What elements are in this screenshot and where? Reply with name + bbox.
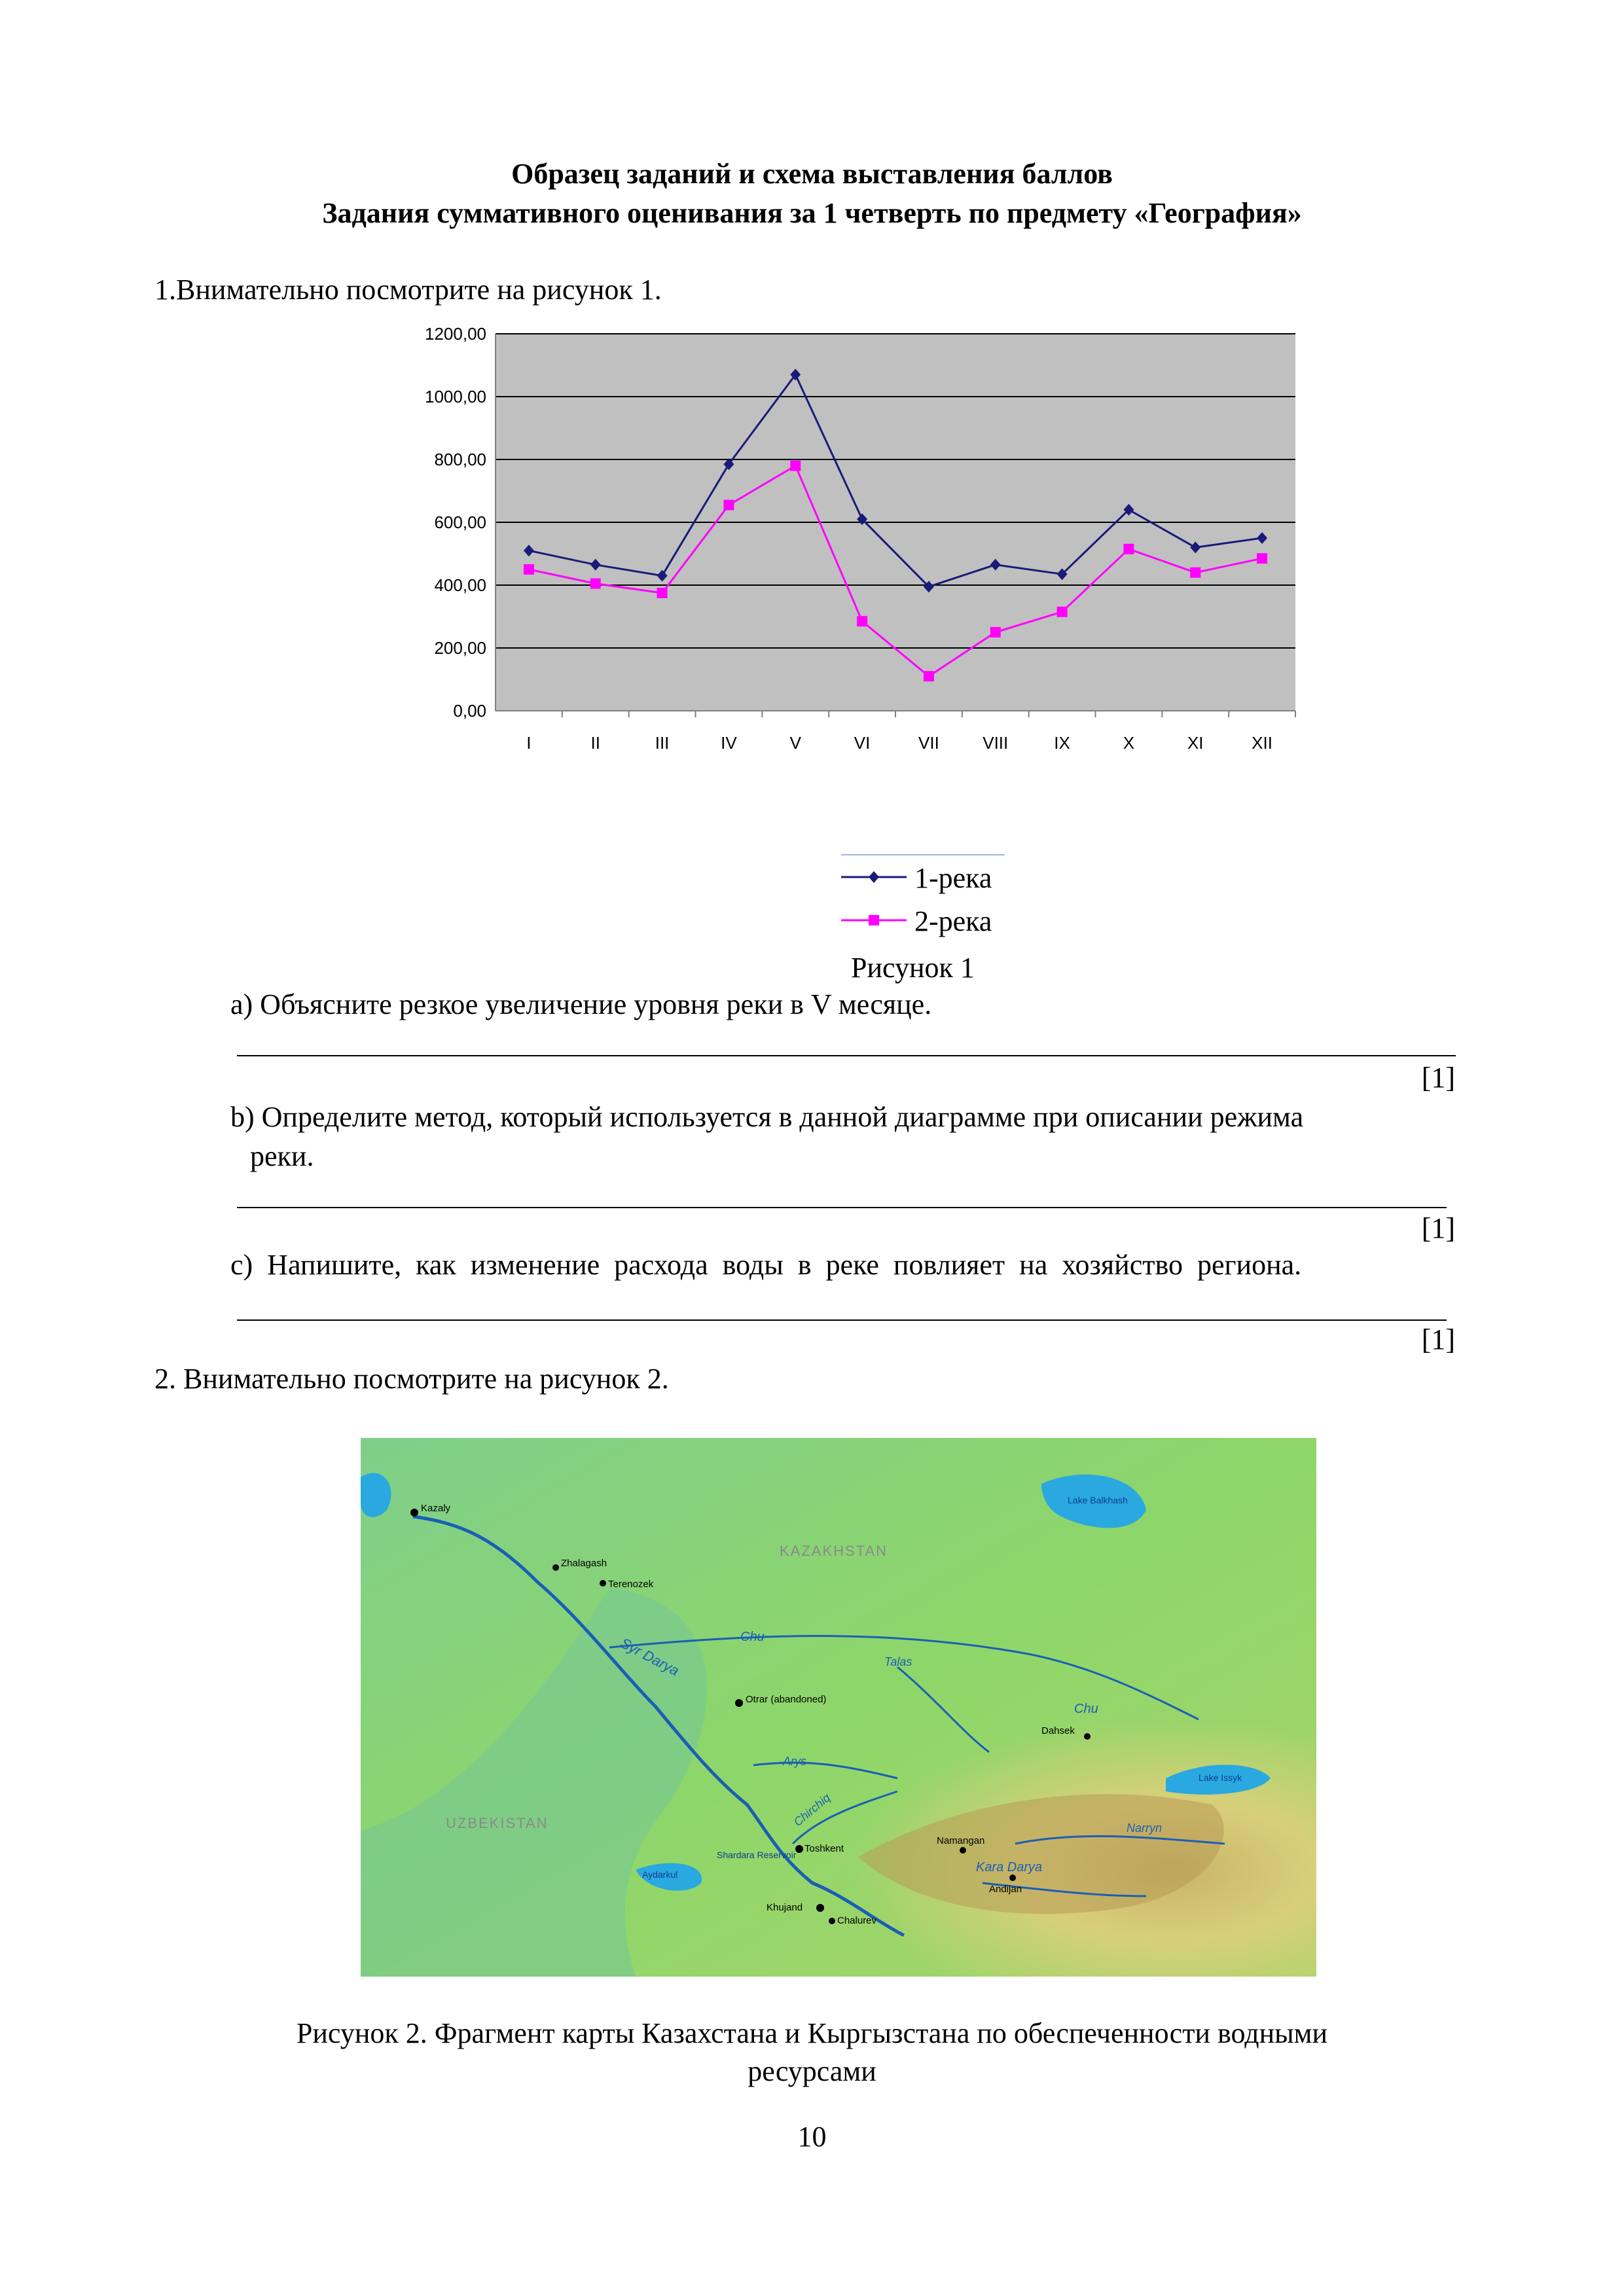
city-dot-khujand [816, 1904, 824, 1912]
map-label-namangan: Namangan [937, 1835, 985, 1846]
map-label-shardara: Shardara Reservoir [717, 1850, 797, 1860]
map-label-chu: Chu [740, 1630, 765, 1644]
x-tick-label: V [789, 733, 801, 753]
page-number: 10 [797, 2121, 827, 2153]
map-label-chalurev: Chalurev [837, 1915, 877, 1926]
city-dot-terenozek [600, 1580, 606, 1587]
map-label-narryn: Narryn [1127, 1821, 1163, 1835]
y-tick-label: 1000,00 [425, 387, 486, 406]
map-label-talas: Talas [884, 1655, 912, 1668]
map-label-aydarkul: Aydarkul [642, 1869, 678, 1880]
map-label-terenozek: Terenozek [608, 1579, 654, 1590]
map-label-arys: Arys [783, 1755, 806, 1768]
figure2-caption-line2: ресурсами [748, 2055, 876, 2087]
x-tick-label: III [655, 733, 670, 753]
data-point-series2 [790, 461, 801, 471]
y-tick-label: 1200,00 [425, 324, 486, 344]
figure1-caption: Рисунок 1 [851, 952, 975, 984]
task1-prompt: 1.Внимательно посмотрите на рисунок 1. [154, 274, 662, 306]
city-dot-toshkent [795, 1845, 803, 1853]
map-label-khujand: Khujand [767, 1902, 803, 1913]
x-tick-label: IX [1054, 733, 1070, 753]
question-a: a) Объясните резкое увеличение уровня реки в V месяце. [230, 988, 932, 1020]
map-label-uzbekistan: UZBEKISTAN [446, 1815, 549, 1831]
city-dot-andijan [1009, 1874, 1016, 1881]
map-label-chu-east: Chu [1074, 1702, 1098, 1716]
x-tick-label: VI [854, 733, 871, 753]
map-label-andijan: Andijan [989, 1884, 1022, 1895]
map-label-kazakhstan: KAZAKHSTAN [780, 1543, 888, 1559]
x-tick-label: VII [918, 733, 939, 753]
data-point-series2 [1123, 544, 1134, 554]
x-tick-label: XII [1252, 733, 1272, 753]
map-label-otrar: Otrar (abandoned) [746, 1694, 827, 1705]
score-b: [1] [1421, 1212, 1455, 1244]
map-label-chirchiq: Chirchiq [791, 1791, 833, 1829]
map-label-dahsek: Dahsek [1041, 1725, 1075, 1736]
data-point-series2 [990, 627, 1001, 637]
city-dot-otrar [735, 1699, 743, 1707]
question-b-line1: b) Определите метод, который используется в данной диаграмме при описании режима [230, 1101, 1304, 1133]
data-point-series2 [1057, 607, 1068, 617]
city-dot-kazaly [410, 1509, 418, 1516]
y-tick-label: 400,00 [434, 575, 486, 595]
map-label-syr-darya: Syr Darya [617, 1634, 682, 1679]
legend-marker [869, 871, 879, 883]
y-tick-label: 600,00 [434, 512, 486, 532]
data-point-series2 [590, 579, 601, 589]
y-tick-label: 0,00 [453, 701, 486, 721]
data-point-series2 [723, 500, 734, 511]
map-label-toshkent: Toshkent [804, 1843, 844, 1854]
answer-line-b[interactable] [237, 1207, 1447, 1208]
map-label-kara-darya: Kara Darya [976, 1860, 1043, 1874]
task2-prompt: 2. Внимательно посмотрите на рисунок 2. [154, 1363, 669, 1395]
city-dot-zhalagash [552, 1564, 559, 1571]
city-dot-namangan [960, 1847, 966, 1854]
map-label-lake-issyk: Lake Issyk [1199, 1772, 1242, 1783]
legend-label: 1-река [914, 862, 992, 894]
figure2-caption-line1: Рисунок 2. Фрагмент карты Казахстана и Кыргызстана по обеспеченности водными [296, 2017, 1328, 2049]
river-level-chart [383, 319, 1312, 948]
legend-marker [869, 915, 879, 925]
map-label-zhalagash: Zhalagash [561, 1558, 607, 1569]
x-tick-label: II [590, 733, 600, 753]
city-dot-chalurev [829, 1918, 835, 1924]
document-title: Образец заданий и схема выставления баллов [511, 158, 1113, 190]
x-tick-label: IV [721, 733, 737, 753]
x-tick-label: X [1123, 733, 1135, 753]
score-c: [1] [1421, 1323, 1455, 1355]
data-point-series2 [1257, 553, 1267, 564]
answer-line-a[interactable] [237, 1055, 1456, 1056]
question-b-line2: реки. [250, 1140, 314, 1172]
map-label-kazaly: Kazaly [421, 1503, 451, 1514]
data-point-series2 [1190, 567, 1200, 578]
y-tick-label: 800,00 [434, 450, 486, 469]
data-point-series2 [924, 671, 934, 681]
water-resources-map [361, 1438, 1316, 1977]
data-point-series2 [524, 564, 534, 575]
x-tick-label: I [526, 733, 532, 753]
y-tick-label: 200,00 [434, 638, 486, 658]
score-a: [1] [1421, 1062, 1455, 1094]
city-dot-dahsek [1084, 1733, 1091, 1740]
x-tick-label: VIII [983, 733, 1009, 753]
question-c: c) Напишите, как изменение расхода воды в реке повлияет на хозяйство региона. [230, 1249, 1302, 1281]
legend-label: 2-река [914, 905, 992, 937]
data-point-series2 [857, 616, 867, 626]
map-label-lake-balkhash: Lake Balkhash [1068, 1495, 1128, 1505]
document-subtitle: Задания суммативного оценивания за 1 четверть по предмету «География» [322, 197, 1302, 229]
answer-line-c[interactable] [237, 1319, 1447, 1321]
x-tick-label: XI [1187, 733, 1204, 753]
data-point-series2 [657, 588, 668, 598]
